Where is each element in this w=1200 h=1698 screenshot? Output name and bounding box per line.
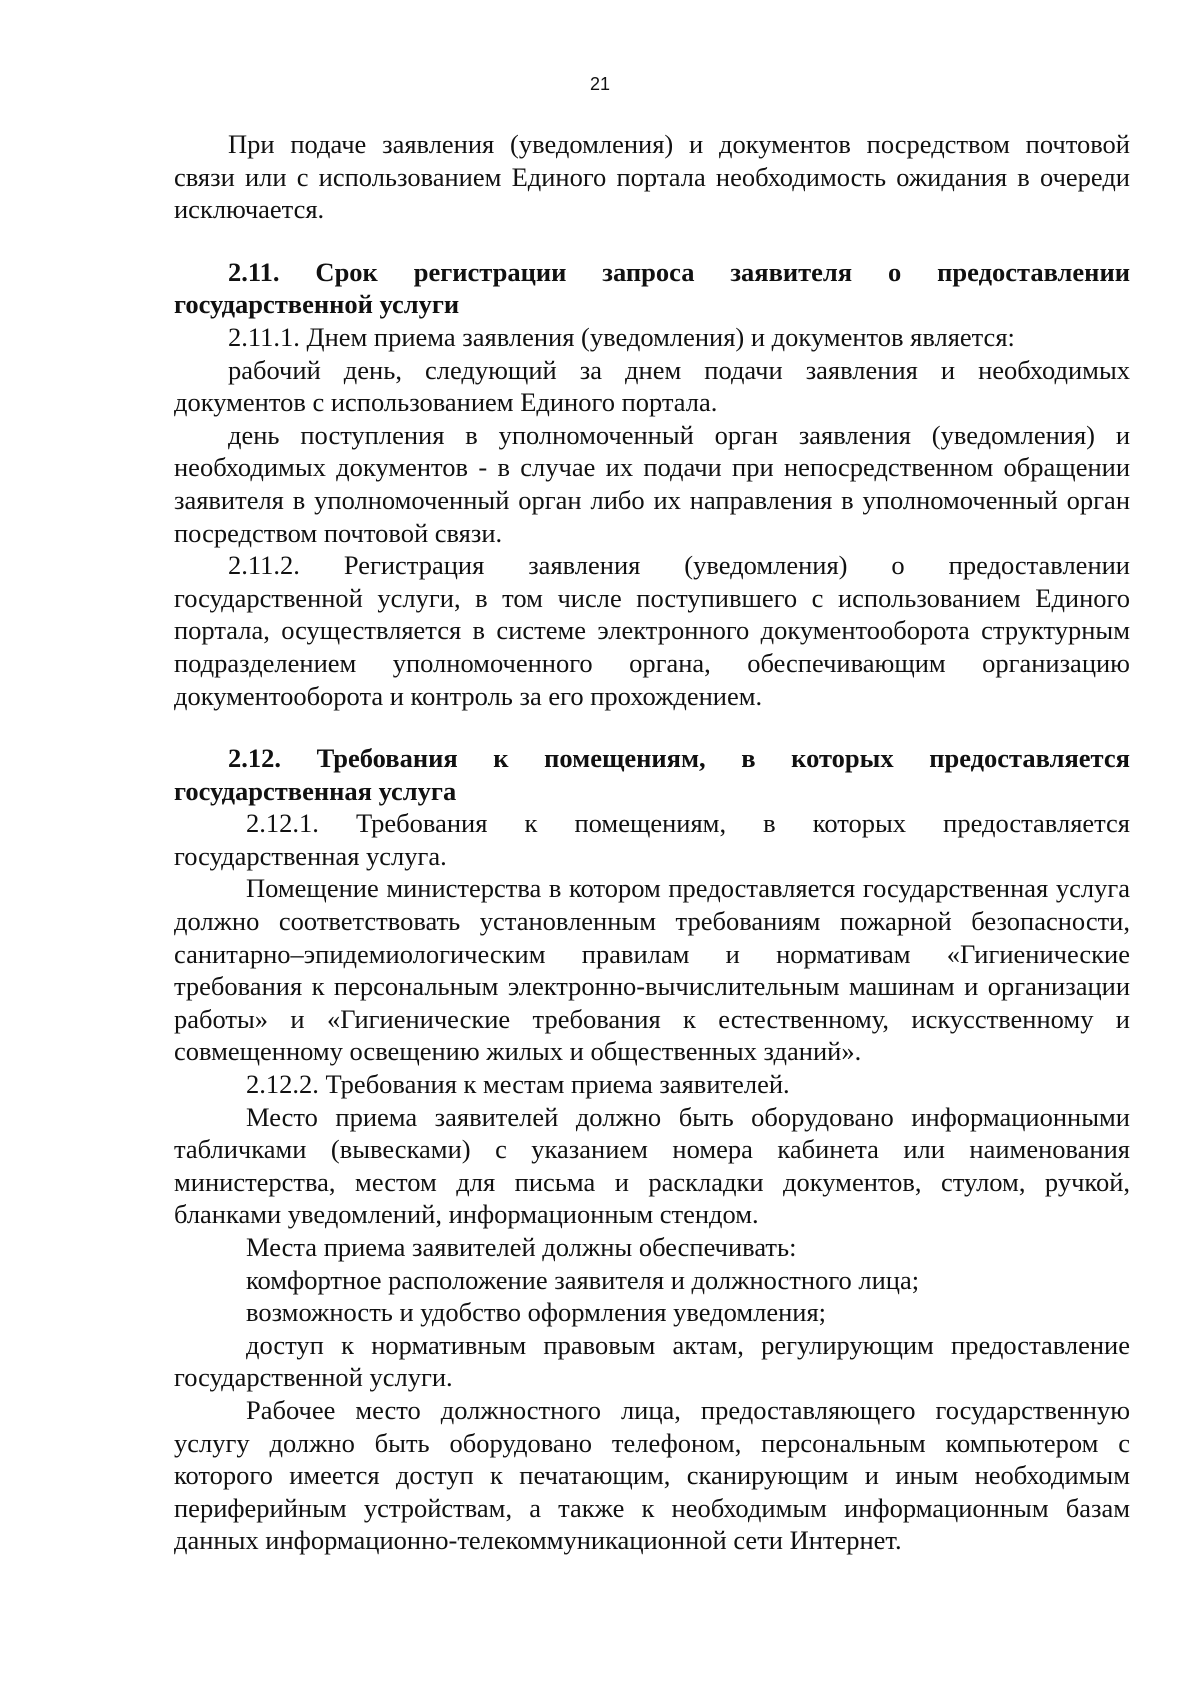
paragraph-mail-submission: При подаче заявления (уведомления) и документов посредством почтовой связи или с использованием Единого портала необходимость ожидания в очереди исключается. bbox=[174, 129, 1130, 225]
document-body bbox=[174, 128, 1130, 1557]
section-heading-2-11: 2.11. Срок регистрации запроса заявителя о предоставлении государственной услуги bbox=[174, 256, 1130, 320]
list-item-legal-access: доступ к нормативным правовым актам, регулирующим предоставление государственной услуги. bbox=[174, 1329, 1130, 1393]
paragraph-2-11-2: 2.11.2. Регистрация заявления (уведомления) о предоставлении государственной услуги, в том числе поступившего с использованием Единого портала, осуществляется в системе электронного документооборота структурным подразделением уполномоченного органа, обеспечивающим организацию документооборота и контроль за его прохождением. bbox=[174, 550, 1130, 711]
paragraph-receipt-day: день поступления в уполномоченный орган заявления (уведомления) и необходимых документов - в случае их подачи при непосредственном обращении заявителя в уполномоченный орган либо их направления в уполномоченный орган посредством почтовой связи. bbox=[174, 419, 1130, 548]
paragraph-2-11-1: 2.11.1. Днем приема заявления (уведомления) и документов является: bbox=[228, 321, 1015, 352]
paragraph-premises: Помещение министерства в котором предоставляется государственная услуга должно соответствовать установленным требованиям пожарной безопасности, санитарно–эпидемиологическим правилам и нормативам «Гигиенические требования к персональным электронно-вычислительным машинам и организации работы» и «Гигиенические требования к естественному, искусственному и совмещенному освещению жилых и общественных зданий». bbox=[174, 873, 1130, 1067]
paragraph-2-12-2: 2.12.2. Требования к местам приема заявителей. bbox=[246, 1069, 790, 1100]
paragraph-workplace: Рабочее место должностного лица, предоставляющего государственную услугу должно быть оборудовано телефоном, персональным компьютером с которого имеется доступ к печатающим, сканирующим и иным необходимым периферийным устройствам, а также к необходимым информационным базам данных информационно-телекоммуникационной сети Интернет. bbox=[174, 1394, 1130, 1556]
list-item-comfort: комфортное расположение заявителя и должностного лица; bbox=[246, 1264, 920, 1295]
paragraph-2-12-1: 2.12.1. Требования к помещениям, в которых предоставляется государственная услуга. bbox=[174, 808, 1130, 871]
paragraph-reception-requirements: Места приема заявителей должны обеспечивать: bbox=[246, 1232, 797, 1262]
list-item-convenience: возможность и удобство оформления уведомления; bbox=[246, 1297, 827, 1328]
paragraph-reception-place: Место приема заявителей должно быть оборудовано информационными табличками (вывесками) с указанием номера кабинета или наименования министерства, местом для письма и раскладки документов, стулом, ручкой, бланками уведомлений, информационным стендом. bbox=[174, 1101, 1130, 1230]
paragraph-working-day: рабочий день, следующий за днем подачи заявления и необходимых документов с использованием Единого портала. bbox=[174, 354, 1130, 418]
page-number: 21 bbox=[589, 74, 611, 94]
section-heading-2-12: 2.12. Требования к помещениям, в которых предоставляется государственная услуга bbox=[174, 743, 1130, 806]
